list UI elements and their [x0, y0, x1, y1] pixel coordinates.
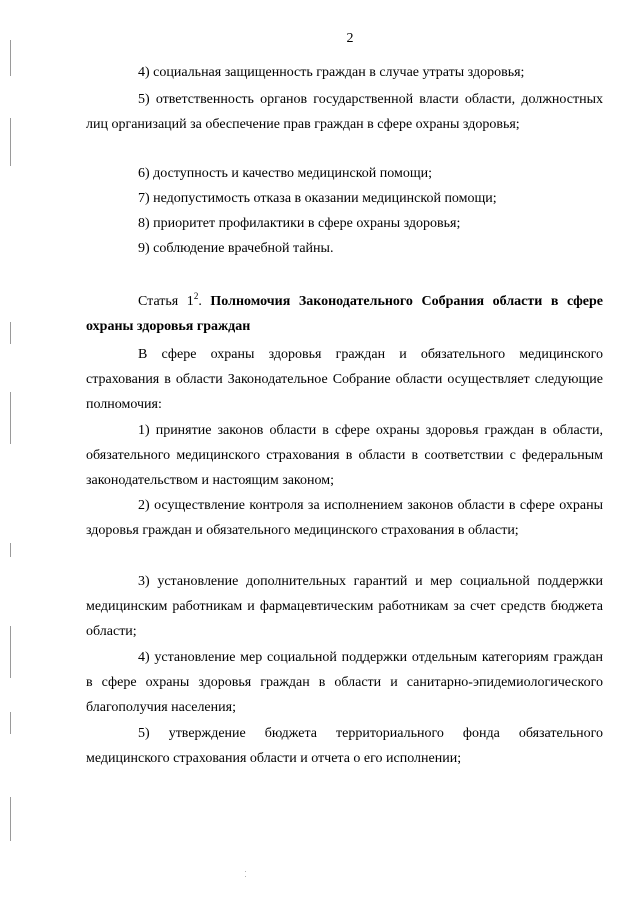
scan-edge-mark [10, 797, 11, 841]
scan-edge-mark [10, 626, 11, 678]
power-item: 2) осуществление контроля за исполнением законов области в сфере охраны здоровья граждан и обязательного медицинского страхования в области; [86, 498, 603, 538]
article-title: Полномочия Законодательного Собрания области в сфере охраны здоровья граждан [86, 294, 603, 334]
article-prefix-end: . [198, 294, 211, 309]
scan-dot [245, 876, 246, 877]
power-item: 4) установление мер социальной поддержки отдельным категориям граждан в сфере охраны здоровья граждан в области и санитарно-эпидемиологического благополучия населения; [86, 650, 603, 715]
scan-edge-mark [10, 118, 11, 166]
list-item: 4) социальная защищенность граждан в случае утраты здоровья; [138, 65, 525, 80]
list-item: 5) ответственность органов государственной власти области, должностных лиц организаций за обеспечение прав граждан в сфере охраны здоровья; [86, 92, 603, 132]
power-item: 3) установление дополнительных гарантий и мер социальной поддержки медицинским работникам и фармацевтическим работникам за счет средств бюджета области; [86, 574, 603, 639]
scan-edge-mark [10, 322, 11, 344]
article-superscript: 2 [193, 291, 199, 301]
article-heading [86, 289, 603, 339]
list-item: 6) доступность и качество медицинской помощи; [138, 166, 433, 181]
list-item: 8) приоритет профилактики в сфере охраны здоровья; [138, 216, 461, 231]
scan-edge-mark [10, 712, 11, 734]
article-prefix: Статья 1 [138, 294, 194, 309]
article-intro: В сфере охраны здоровья граждан и обязательного медицинского страхования в области Законодательное Собрание области осуществляет следующие полномочия: [86, 347, 603, 412]
scan-dot [245, 871, 246, 872]
scan-edge-mark [10, 543, 11, 557]
list-item: 9) соблюдение врачебной тайны. [138, 241, 334, 256]
scan-edge-mark [10, 392, 11, 444]
page-number: 2 [346, 31, 354, 46]
power-item: 5) утверждение бюджета территориального фонда обязательного медицинского страхования области и отчета о его исполнении; [86, 726, 603, 766]
list-item: 7) недопустимость отказа в оказании медицинской помощи; [138, 191, 497, 206]
power-item: 1) принятие законов области в сфере охраны здоровья граждан в области, обязательного медицинского страхования в области в соответствии с федеральным законодательством и настоящим законом; [86, 423, 603, 488]
